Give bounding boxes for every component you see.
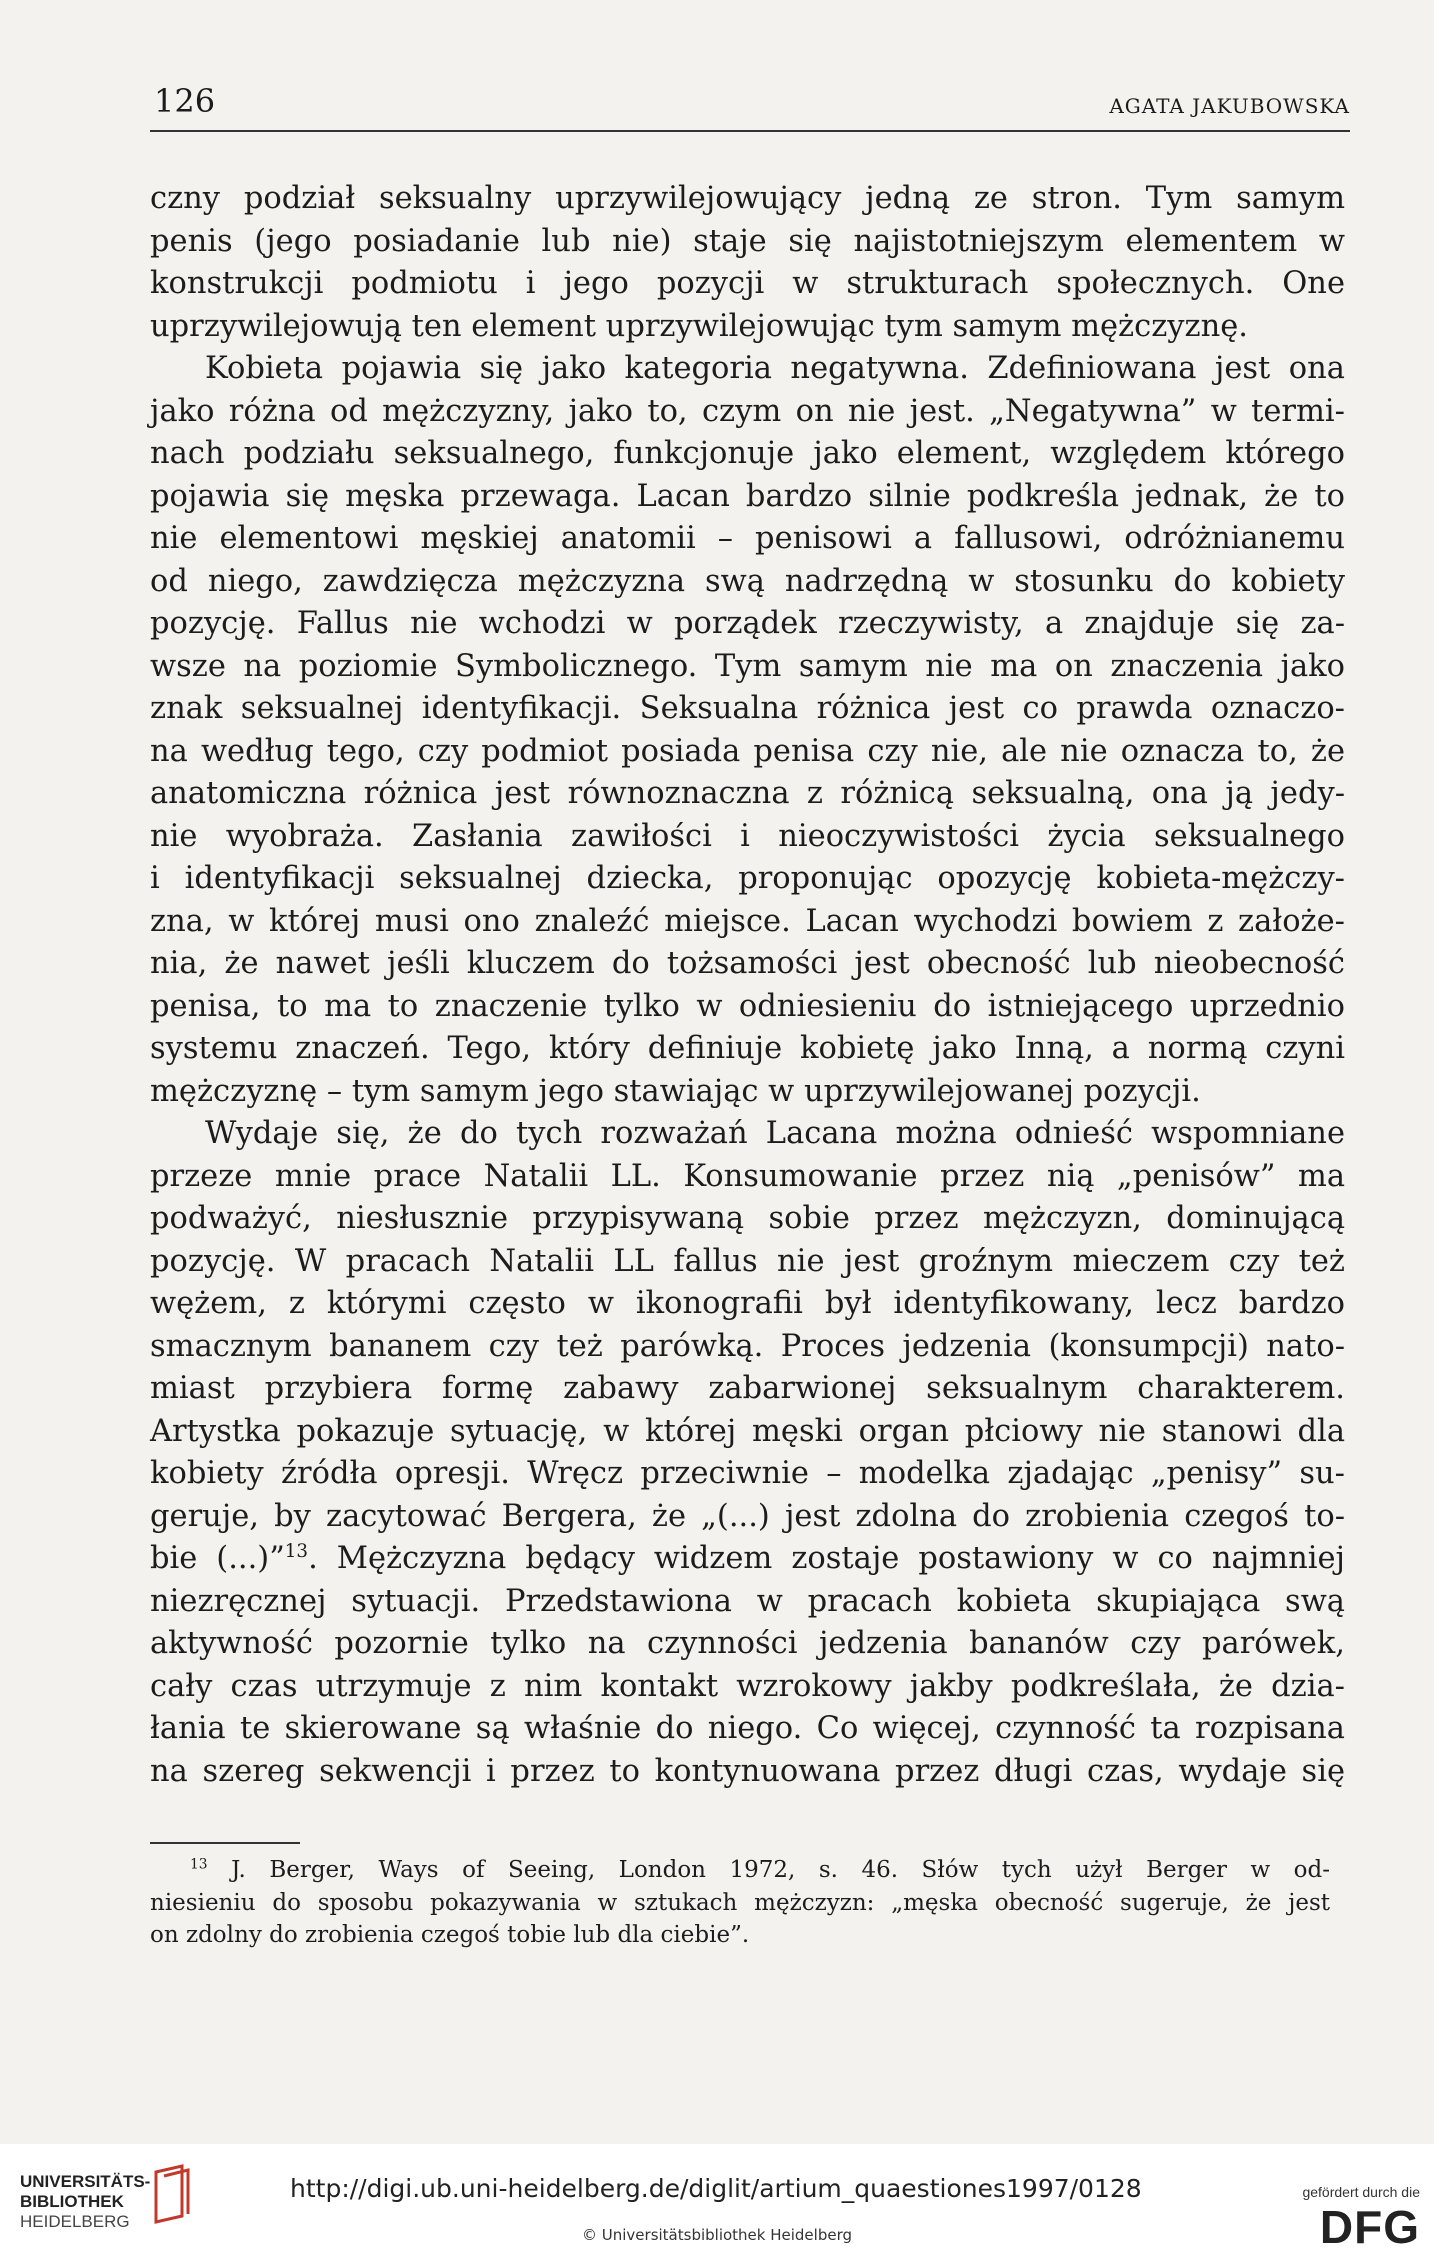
text-line: czny podział seksualny uprzywilejowujący jedną ze stron. Tym samym (150, 181, 1345, 216)
footnote-line: on zdolny do zrobienia czegoś tobie lub dla ciebie”. (150, 1922, 750, 1948)
text-line: pozycję. W pracach Natalii LL fallus nie jest groźnym mieczem czy też (150, 1243, 1345, 1279)
footnote-number: 13 (190, 1856, 208, 1873)
text-line: podważyć, niesłusznie przypisywaną sobie przez mężczyzn, dominującą (150, 1201, 1345, 1236)
text-line: nach podziału seksualnego, funkcjonuje jako element, względem którego (150, 436, 1345, 471)
footnote-line: niesieniu do sposobu pokazywania w sztukach mężczyzn: „męska obecność sugeruje, że jest (150, 1889, 1330, 1916)
library-name-line: BIBLIOTHEK (20, 2192, 124, 2211)
viewer-footer (0, 2144, 1434, 2259)
text-line: anatomiczna różnica jest równoznaczna z różnicą seksualną, ona ją jedy- (150, 776, 1345, 811)
text-line: nie elementowi męskiej anatomii – penisowi a fallusowi, odróżnianemu (150, 521, 1345, 556)
page-number: 126 (154, 82, 216, 120)
paragraph-3 (150, 1113, 1345, 1793)
library-logo[interactable] (20, 2172, 150, 2232)
text-line: jako różna od mężczyzny, jako to, czym on nie jest. „Negatywna” w termi- (150, 393, 1345, 429)
text-line: i identyfikacji seksualnej dziecka, proponując opozycję kobieta-mężczy- (150, 861, 1345, 896)
library-logo-icon (152, 2164, 192, 2224)
footnote-text: J. Berger, Ways of Seeing, London 1972, s. 46. Słów tych użył Berger w od- (231, 1857, 1330, 1883)
text-line: Artystka pokazuje sytuację, w której męski organ płciowy nie stanowi dla (150, 1413, 1345, 1449)
text-line: konstrukcji podmiotu i jego pozycji w strukturach społecznych. One (150, 266, 1345, 301)
paragraph-2 (150, 348, 1345, 1113)
text-line: systemu znaczeń. Tego, który definiuje kobietę jako Inną, a normą czyni (150, 1031, 1345, 1066)
footnote (150, 1854, 1330, 1952)
text-line: aktywność pozornie tylko na czynności jedzenia bananów czy parówek, (150, 1626, 1345, 1661)
text-line: Wydaje się, że do tych rozważań Lacana można odnieść wspomniane (205, 1116, 1345, 1151)
text-line: Kobieta pojawia się jako kategoria negatywna. Zdefiniowana jest ona (205, 351, 1345, 386)
library-name-line: UNIVERSITÄTS- (20, 2172, 151, 2191)
text-line: wsze na poziomie Symbolicznego. Tym samym nie ma on znaczenia jako (150, 648, 1345, 684)
dfg-logo-text: DFG (1319, 2201, 1420, 2253)
text-line: nie wyobraża. Zasłania zawiłości i nieoczywistości życia seksualnego (150, 818, 1345, 854)
text-line: na szereg sekwencji i przez to kontynuowana przez długi czas, wydaje się (150, 1753, 1345, 1789)
running-head: AGATA JAKUBOWSKA (1109, 94, 1350, 118)
footnote-line (150, 1854, 1330, 1887)
text-line: znak seksualnej identyfikacji. Seksualna różnica jest co prawda oznaczo- (150, 691, 1345, 726)
text-line: kobiety źródła opresji. Wręcz przeciwnie – modelka zjadając „penisy” su- (150, 1456, 1345, 1491)
dfg-funding-logo[interactable] (1270, 2184, 1420, 2254)
text-line: penis (jego posiadanie lub nie) staje się najistotniejszym elementem w (150, 223, 1345, 259)
text-fragment: bie (...)” (150, 1541, 285, 1576)
text-line: od niego, zawdzięcza mężczyzna swą nadrzędną w stosunku do kobiety (150, 563, 1345, 599)
text-line: pojawia się męska przewaga. Lacan bardzo silnie podkreśla jednak, że to (150, 478, 1345, 514)
text-line: łania te skierowane są właśnie do niego. Co więcej, czynność ta rozpisana (150, 1711, 1345, 1746)
text-line: geruje, by zacytować Bergera, że „(...) jest zdolna do zrobienia czegoś to- (150, 1498, 1345, 1534)
text-line: przeze mnie prace Natalii LL. Konsumowanie przez nią „penisów” ma (150, 1158, 1345, 1194)
text-line: cały czas utrzymuje z nim kontakt wzrokowy jakby podkreślała, że dzia- (150, 1668, 1345, 1704)
text-line: pozycję. Fallus nie wchodzi w porządek rzeczywisty, a znajduje się za- (150, 606, 1345, 641)
dfg-caption: gefördert durch die (1302, 2184, 1420, 2200)
text-fragment: . Mężczyzna będący widzem zostaje postawiony w co najmniej (308, 1541, 1346, 1576)
text-line: penisa, to ma to znaczenie tylko w odniesieniu do istniejącego uprzednio (150, 988, 1345, 1024)
footnote-reference[interactable]: 13 (284, 1540, 309, 1562)
text-line: smacznym bananem czy też parówką. Proces jedzenia (konsumpcji) nato- (150, 1328, 1345, 1364)
paragraph-1 (150, 178, 1345, 348)
footnote-divider (150, 1842, 300, 1844)
text-line: niezręcznej sytuacji. Przedstawiona w pracach kobieta skupiająca swą (150, 1583, 1345, 1619)
text-line: mężczyznę – tym samym jego stawiając w uprzywilejowanej pozycji. (150, 1073, 1201, 1109)
page-header (150, 78, 1350, 132)
copyright-notice: © Universitätsbibliothek Heidelberg (582, 2226, 853, 2244)
text-line: na według tego, czy podmiot posiada penisa czy nie, ale nie oznacza to, że (150, 733, 1345, 769)
body-text (150, 178, 1345, 1793)
text-line: uprzywilejowują ten element uprzywilejowując tym samym mężczyznę. (150, 308, 1248, 344)
text-line: nia, że nawet jeśli kluczem do tożsamości jest obecność lub nieobecność (150, 946, 1345, 981)
library-name-line: HEIDELBERG (20, 2212, 130, 2231)
text-line: miast przybiera formę zabawy zabarwionej seksualnym charakterem. (150, 1371, 1345, 1406)
permalink-url[interactable]: http://digi.ub.uni-heidelberg.de/diglit/artium_quaestiones1997/0128 (290, 2174, 1142, 2203)
text-line: zna, w której musi ono znaleźć miejsce. Lacan wychodzi bowiem z założe- (150, 903, 1345, 939)
text-line: wężem, z którymi często w ikonografii był identyfikowany, lecz bardzo (150, 1286, 1345, 1321)
text-line-with-footnote-ref (150, 1538, 1345, 1581)
